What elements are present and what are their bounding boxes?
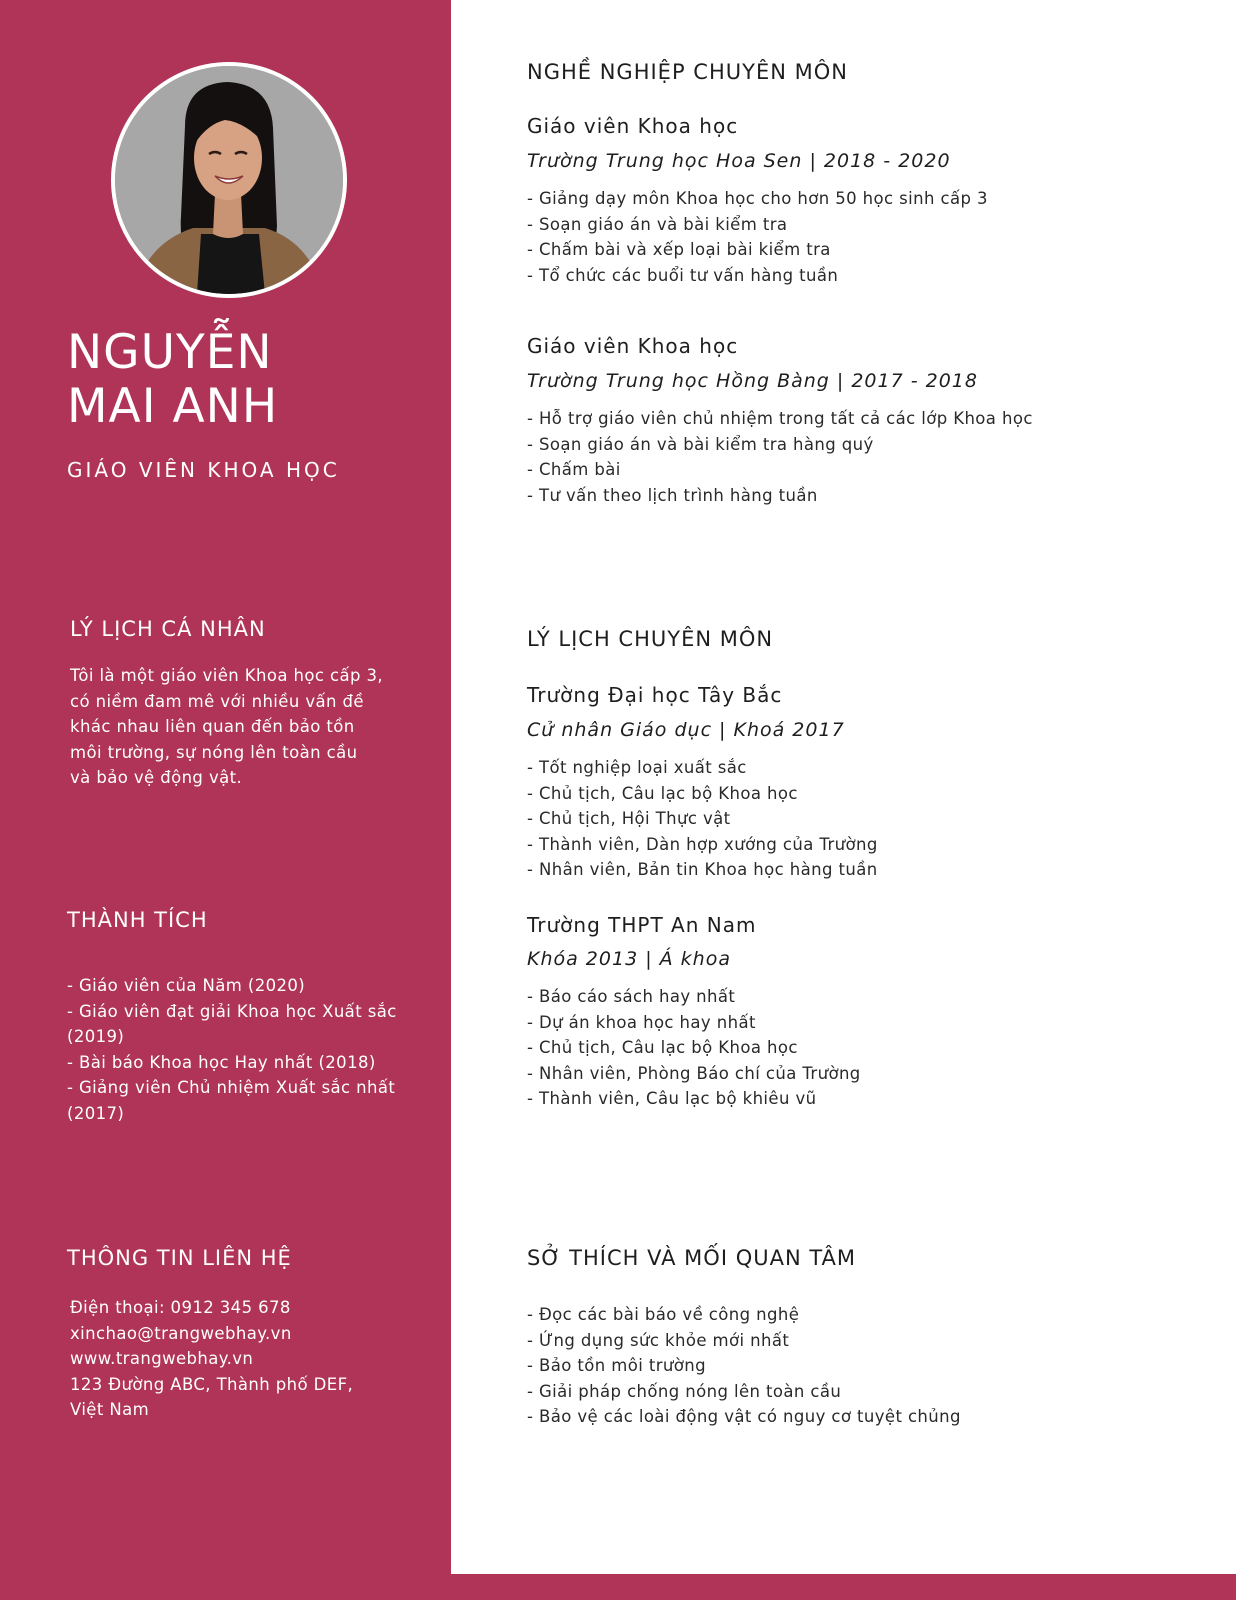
achievement-line: - Giảng viên Chủ nhiệm Xuất sắc nhất [67,1078,396,1097]
person-name [67,326,278,434]
contact-address: Việt Nam [70,1400,150,1419]
bio-heading: LÝ LỊCH CÁ NHÂN [70,617,266,641]
contact-phone[interactable]: Điện thoại: 0912 345 678 [70,1298,291,1317]
list-item: - Ứng dụng sức khỏe mới nhất [527,1330,790,1350]
school-subtitle: Khóa 2013 | Á khoa [527,948,731,970]
achievement-line: (2017) [67,1103,125,1123]
sidebar [0,0,451,1600]
job-subtitle: Trường Trung học Hoa Sen | 2018 - 2020 [527,150,951,172]
achievement-line: - Bài báo Khoa học Hay nhất (2018) [67,1052,376,1072]
list-item: - Chấm bài và xếp loại bài kiểm tra [527,240,831,260]
job-role: GIÁO VIÊN KHOA HỌC [67,458,340,482]
achievement-line: (2019) [67,1027,125,1046]
school-bullets [527,755,878,883]
profile-photo-frame [111,62,347,298]
bio-line: Tôi là một giáo viên Khoa học cấp 3, [70,666,384,685]
list-item: - Chủ tịch, Hội Thực vật [527,809,731,829]
contact-info [70,1295,353,1423]
bio-line: môi trường, sự nóng lên toàn cầu [70,742,358,762]
bio-line: khác nhau liên quan đến bảo tồn [70,717,355,736]
list-item: - Nhân viên, Bản tin Khoa học hàng tuần [527,860,878,880]
achievements-list [67,973,397,1126]
job-bullets [527,406,1033,508]
contact-address: 123 Đường ABC, Thành phố DEF, [70,1374,354,1394]
job-title: Giáo viên Khoa học [527,334,739,358]
school-title: Trường Đại học Tây Bắc [527,683,783,707]
contact-website[interactable]: www.trangwebhay.vn [70,1349,254,1368]
list-item: - Thành viên, Dàn hợp xướng của Trường [527,834,878,854]
bio-line: có niềm đam mê với nhiều vấn đề [70,691,364,711]
list-item: - Chấm bài [527,460,621,480]
bottom-accent-bar [451,1574,1236,1600]
contact-heading: THÔNG TIN LIÊN HỆ [67,1246,292,1270]
list-item: - Thành viên, Câu lạc bộ khiêu vũ [527,1089,817,1109]
interests-bullets [527,1302,961,1430]
job-subtitle: Trường Trung học Hồng Bàng | 2017 - 2018 [527,370,978,392]
achievement-line: - Giáo viên của Năm (2020) [67,976,306,995]
list-item: - Chủ tịch, Câu lạc bộ Khoa học [527,783,798,803]
job-title: Giáo viên Khoa học [527,114,739,138]
school-subtitle: Cử nhân Giáo dục | Khoá 2017 [527,719,845,741]
achievement-line: - Giáo viên đạt giải Khoa học Xuất sắc [67,1001,397,1021]
list-item: - Bảo tồn môi trường [527,1356,706,1376]
profile-photo [115,66,343,294]
list-item: - Tổ chức các buổi tư vấn hàng tuần [527,265,839,285]
list-item: - Tư vấn theo lịch trình hàng tuần [527,485,818,505]
contact-email[interactable]: xinchao@trangwebhay.vn [70,1323,292,1343]
list-item: - Tốt nghiệp loại xuất sắc [527,758,747,777]
list-item: - Giải pháp chống nóng lên toàn cầu [527,1381,842,1401]
list-item: - Dự án khoa học hay nhất [527,1012,756,1032]
achievements-heading: THÀNH TÍCH [67,908,208,932]
interests-heading: SỞ THÍCH VÀ MỐI QUAN TÂM [527,1246,857,1270]
person-name-line1: NGUYỄN [67,325,273,380]
experience-heading: NGHỀ NGHIỆP CHUYÊN MÔN [527,60,848,84]
list-item: - Soạn giáo án và bài kiểm tra hàng quý [527,434,874,454]
list-item: - Đọc các bài báo về công nghệ [527,1305,800,1324]
bio-line: và bảo vệ động vật. [70,768,243,787]
education-heading: LÝ LỊCH CHUYÊN MÔN [527,627,774,651]
list-item: - Soạn giáo án và bài kiểm tra [527,214,788,234]
school-title: Trường THPT An Nam [527,913,757,937]
bio-text [70,663,383,791]
list-item: - Bảo vệ các loài động vật có nguy cơ tuyệt chủng [527,1407,961,1427]
person-name-line2: MAI ANH [67,379,279,434]
list-item: - Nhân viên, Phòng Báo chí của Trường [527,1063,861,1083]
list-item: - Báo cáo sách hay nhất [527,987,736,1006]
school-bullets [527,984,861,1112]
job-bullets [527,186,988,288]
list-item: - Giảng dạy môn Khoa học cho hơn 50 học sinh cấp 3 [527,189,988,208]
list-item: - Chủ tịch, Câu lạc bộ Khoa học [527,1038,798,1058]
list-item: - Hỗ trợ giáo viên chủ nhiệm trong tất cả các lớp Khoa học [527,409,1033,428]
